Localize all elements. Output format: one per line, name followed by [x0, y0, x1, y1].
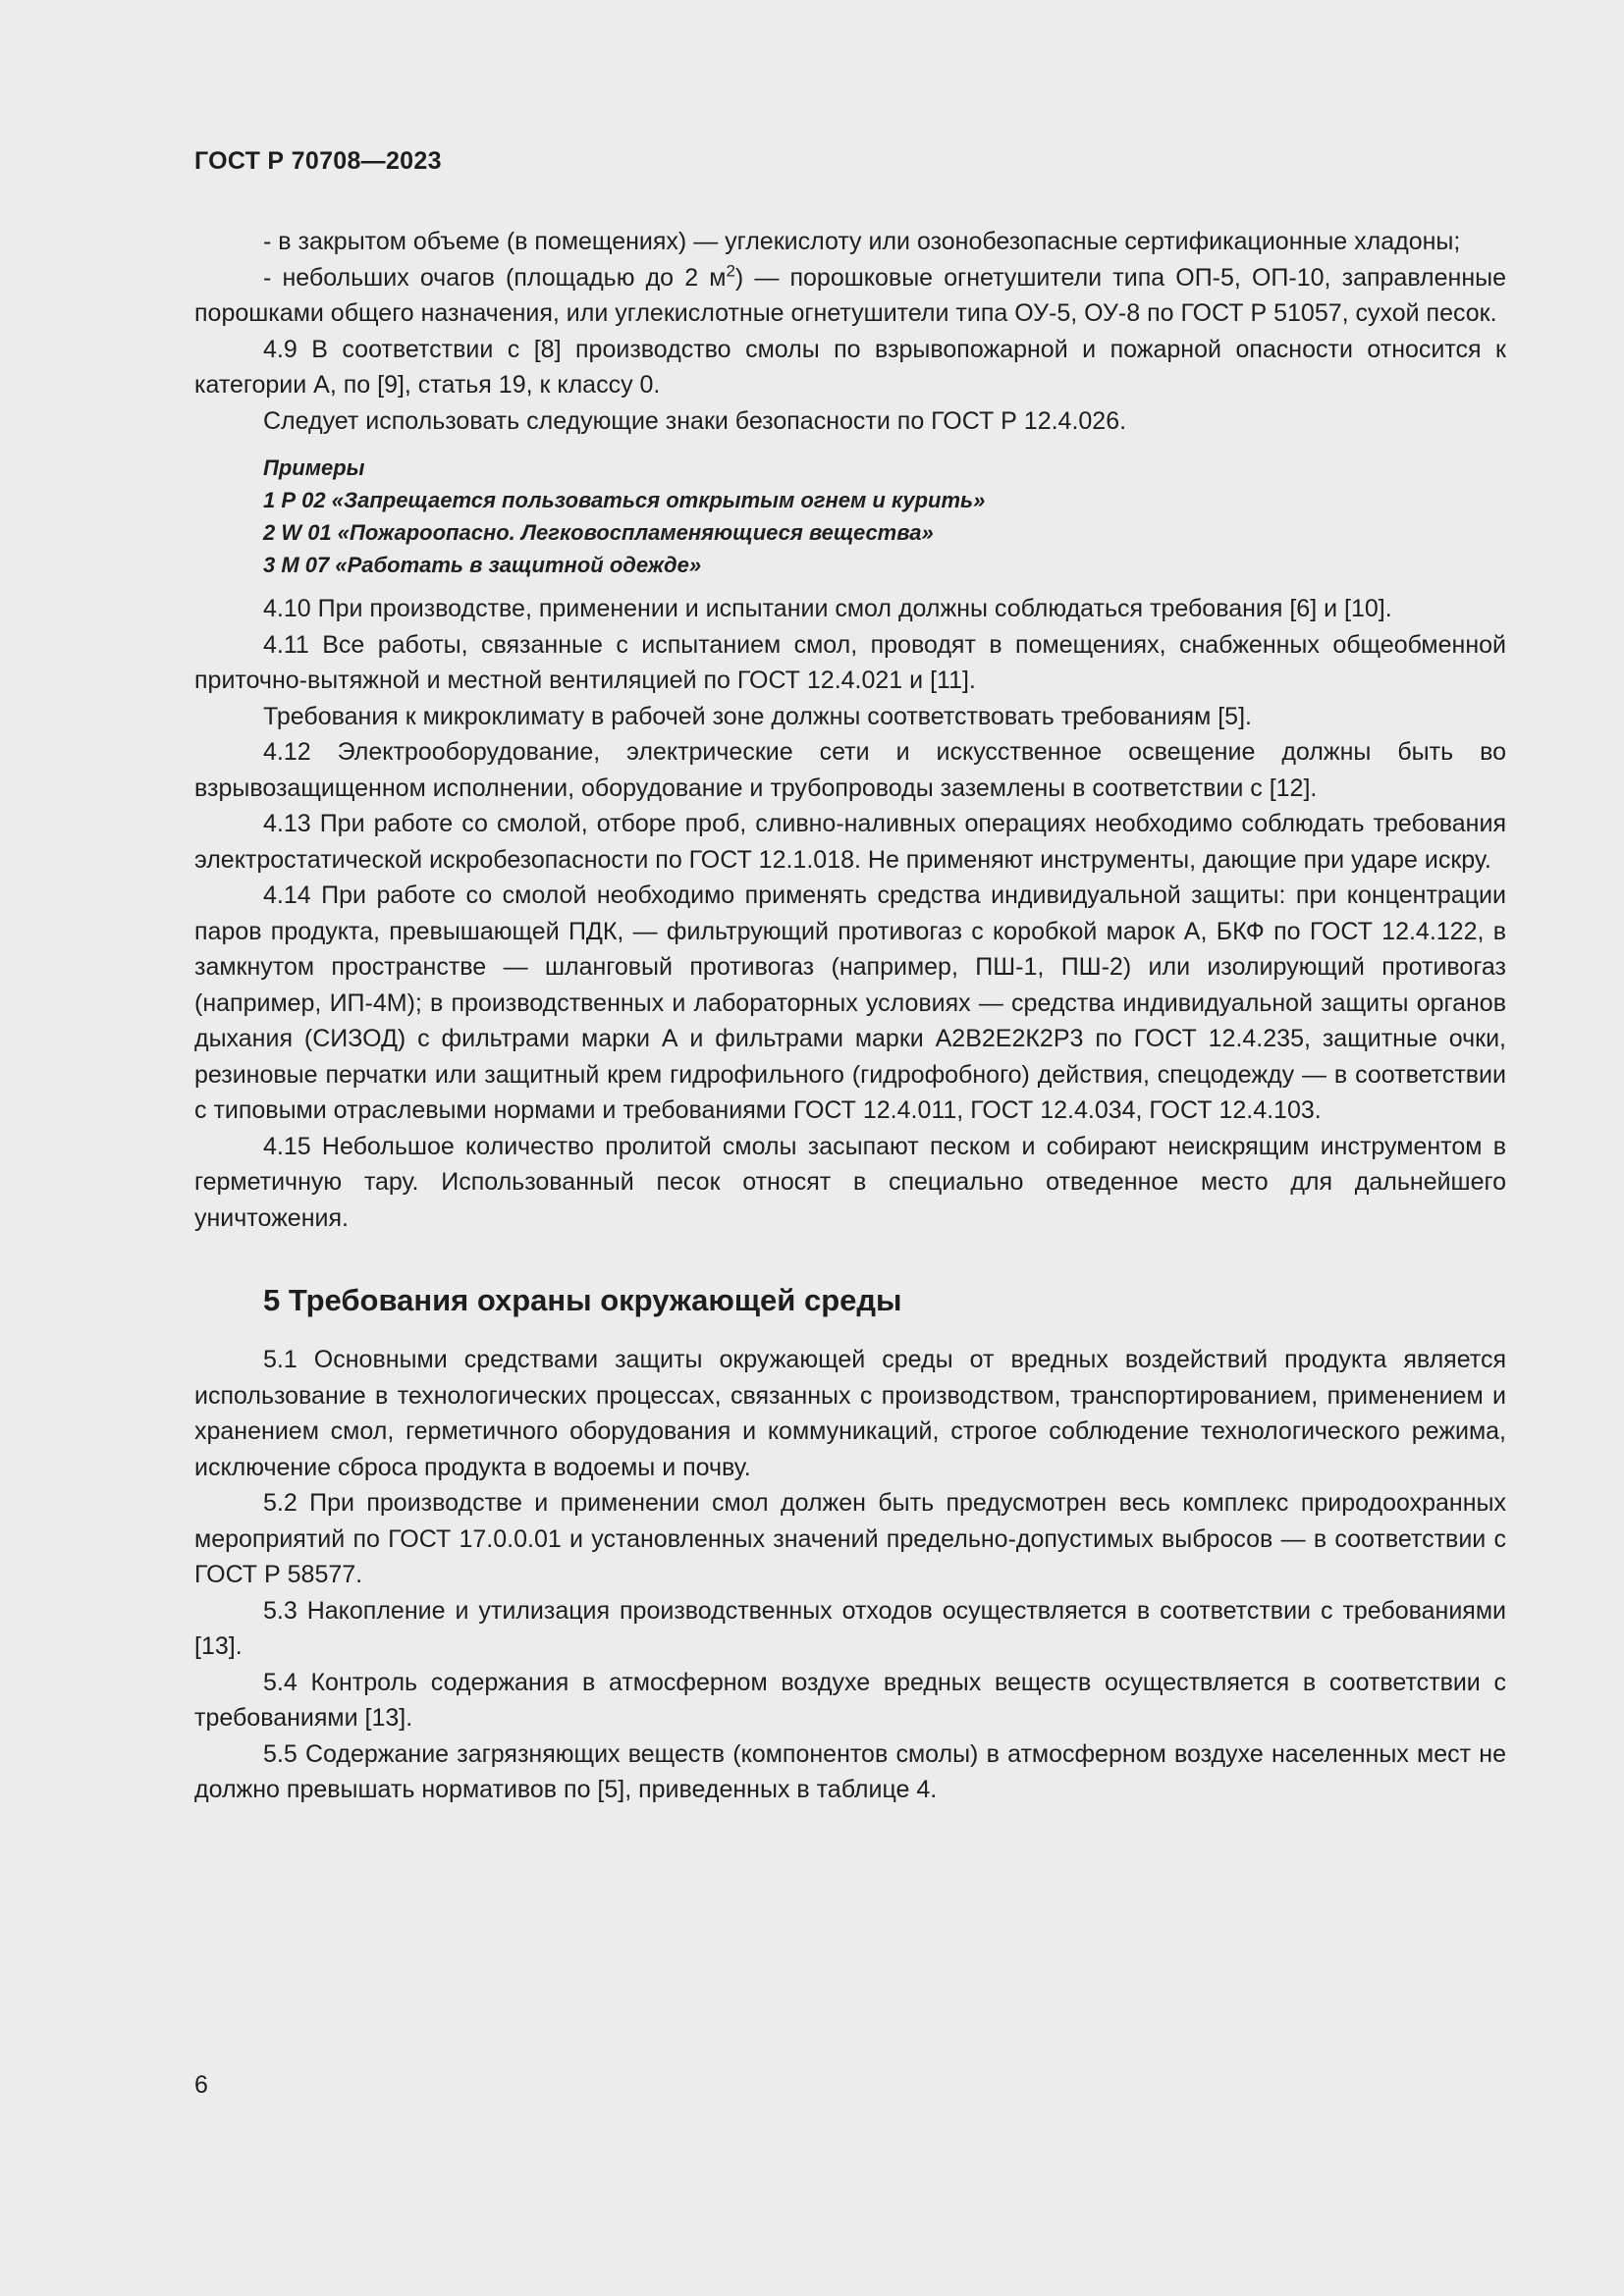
example-item: 3 М 07 «Работать в защитной одежде» — [263, 553, 702, 577]
paragraph: - в закрытом объеме (в помещениях) — углекислоту или озонобезопасные сертификационные хладоны; — [263, 228, 1461, 255]
section-heading: 5 Требования охраны окружающей среды — [263, 1283, 902, 1317]
examples-block — [263, 452, 1506, 581]
document-code: ГОСТ Р 70708—2023 — [194, 147, 442, 175]
paragraph: Следует использовать следующие знаки безопасности по ГОСТ Р 12.4.026. — [263, 406, 1127, 435]
page-number: 6 — [194, 2071, 208, 2099]
paragraph-text: - небольших очагов (площадью до 2 м — [263, 263, 727, 292]
paragraph: 5.2 При производстве и применении смол должен быть предусмотрен весь комплекс природоохранных мероприятий по ГОСТ 17.0.0.01 и установленных значений предельно-допустимых выбросов — в соответствии с ГОСТ Р 58577. — [194, 1489, 1506, 1588]
paragraph: 4.14 При работе со смолой необходимо применять средства индивидуальной защиты: при концентрации паров продукта, превышающей ПДК, — фильтрующий противогаз с коробкой марок А, БКФ по ГОСТ 12.4.122, в замкнутом пространстве — шланговый противогаз (например, ПШ-1, ПШ-2) или изолирующий противогаз (например, ИП-4М); в производственных и лабораторных условиях — средства индивидуальной защиты органов дыхания (СИЗОД) с фильтрами марки А и фильтрами марки А2В2Е2К2Р3 по ГОСТ 12.4.235, защитные очки, резиновые перчатки или защитный крем гидрофильного (гидрофобного) действия, спецодежду — в соответствии с типовыми отраслевыми нормами и требованиями ГОСТ 12.4.011, ГОСТ 12.4.034, ГОСТ 12.4.103. — [194, 881, 1506, 1124]
paragraph: 4.11 Все работы, связанные с испытанием смол, проводят в помещениях, снабженных общеобменной приточно-вытяжной и местной вентиляцией по ГОСТ 12.4.021 и [11]. — [194, 630, 1506, 694]
paragraph: 4.10 При производстве, применении и испытании смол должны соблюдаться требования [6] и [10]. — [263, 595, 1392, 622]
paragraph: 5.4 Контроль содержания в атмосферном воздухе вредных веществ осуществляется в соответствии с требованиями [13]. — [194, 1668, 1506, 1732]
example-item: 2 W 01 «Пожароопасно. Легковоспламеняющиеся вещества» — [263, 520, 934, 545]
examples-title: Примеры — [263, 455, 365, 480]
paragraph — [194, 260, 1506, 332]
paragraph: 5.3 Накопление и утилизация производственных отходов осуществляется в соответствии с требованиями [13]. — [194, 1596, 1506, 1660]
paragraph: 4.13 При работе со смолой, отборе проб, сливно-наливных операциях необходимо соблюдать требования электростатической искробезопасности по ГОСТ 12.1.018. Не применяют инструменты, дающие при ударе искру. — [194, 810, 1506, 874]
paragraph: 4.12 Электрооборудование, электрические сети и искусственное освещение должны быть во взрывозащищенном исполнении, оборудование и трубопроводы заземлены в соответствии с [12]. — [194, 738, 1506, 802]
paragraph-text: ) — порошковые огнетушители типа ОП-5, ОП-10, заправленные порошками общего назначения, или углекислотные огнетушители типа ОУ-5, ОУ-8 по ГОСТ Р 51057, сухой песок. — [194, 263, 1507, 327]
paragraph: 5.1 Основными средствами защиты окружающей среды от вредных воздействий продукта является использование в технологических процессах, связанных с производством, транспортированием, применением и хранением смол, герметичного оборудования и коммуникаций, строгое соблюдение технологического режима, исключение сброса продукта в водоемы и почву. — [194, 1346, 1506, 1481]
document-body — [194, 224, 1506, 1808]
example-item: 1 Р 02 «Запрещается пользоваться открытым огнем и курить» — [263, 488, 986, 512]
paragraph: 4.9 В соответствии с [8] производство смолы по взрывопожарной и пожарной опасности относится к категории А, по [9], статья 19, к классу 0. — [194, 335, 1506, 399]
paragraph: 5.5 Содержание загрязняющих веществ (компонентов смолы) в атмосферном воздухе населенных мест не должно превышать нормативов по [5], приведенных в таблице 4. — [194, 1739, 1506, 1803]
superscript: 2 — [726, 261, 735, 281]
paragraph: Требования к микроклимату в рабочей зоне должны соответствовать требованиям [5]. — [263, 702, 1252, 730]
paragraph: 4.15 Небольшое количество пролитой смолы засыпают песком и собирают неискрящим инструментом в герметичную тару. Использованный песок относят в специально отведенное место для дальнейшего уничтожения. — [194, 1132, 1506, 1232]
